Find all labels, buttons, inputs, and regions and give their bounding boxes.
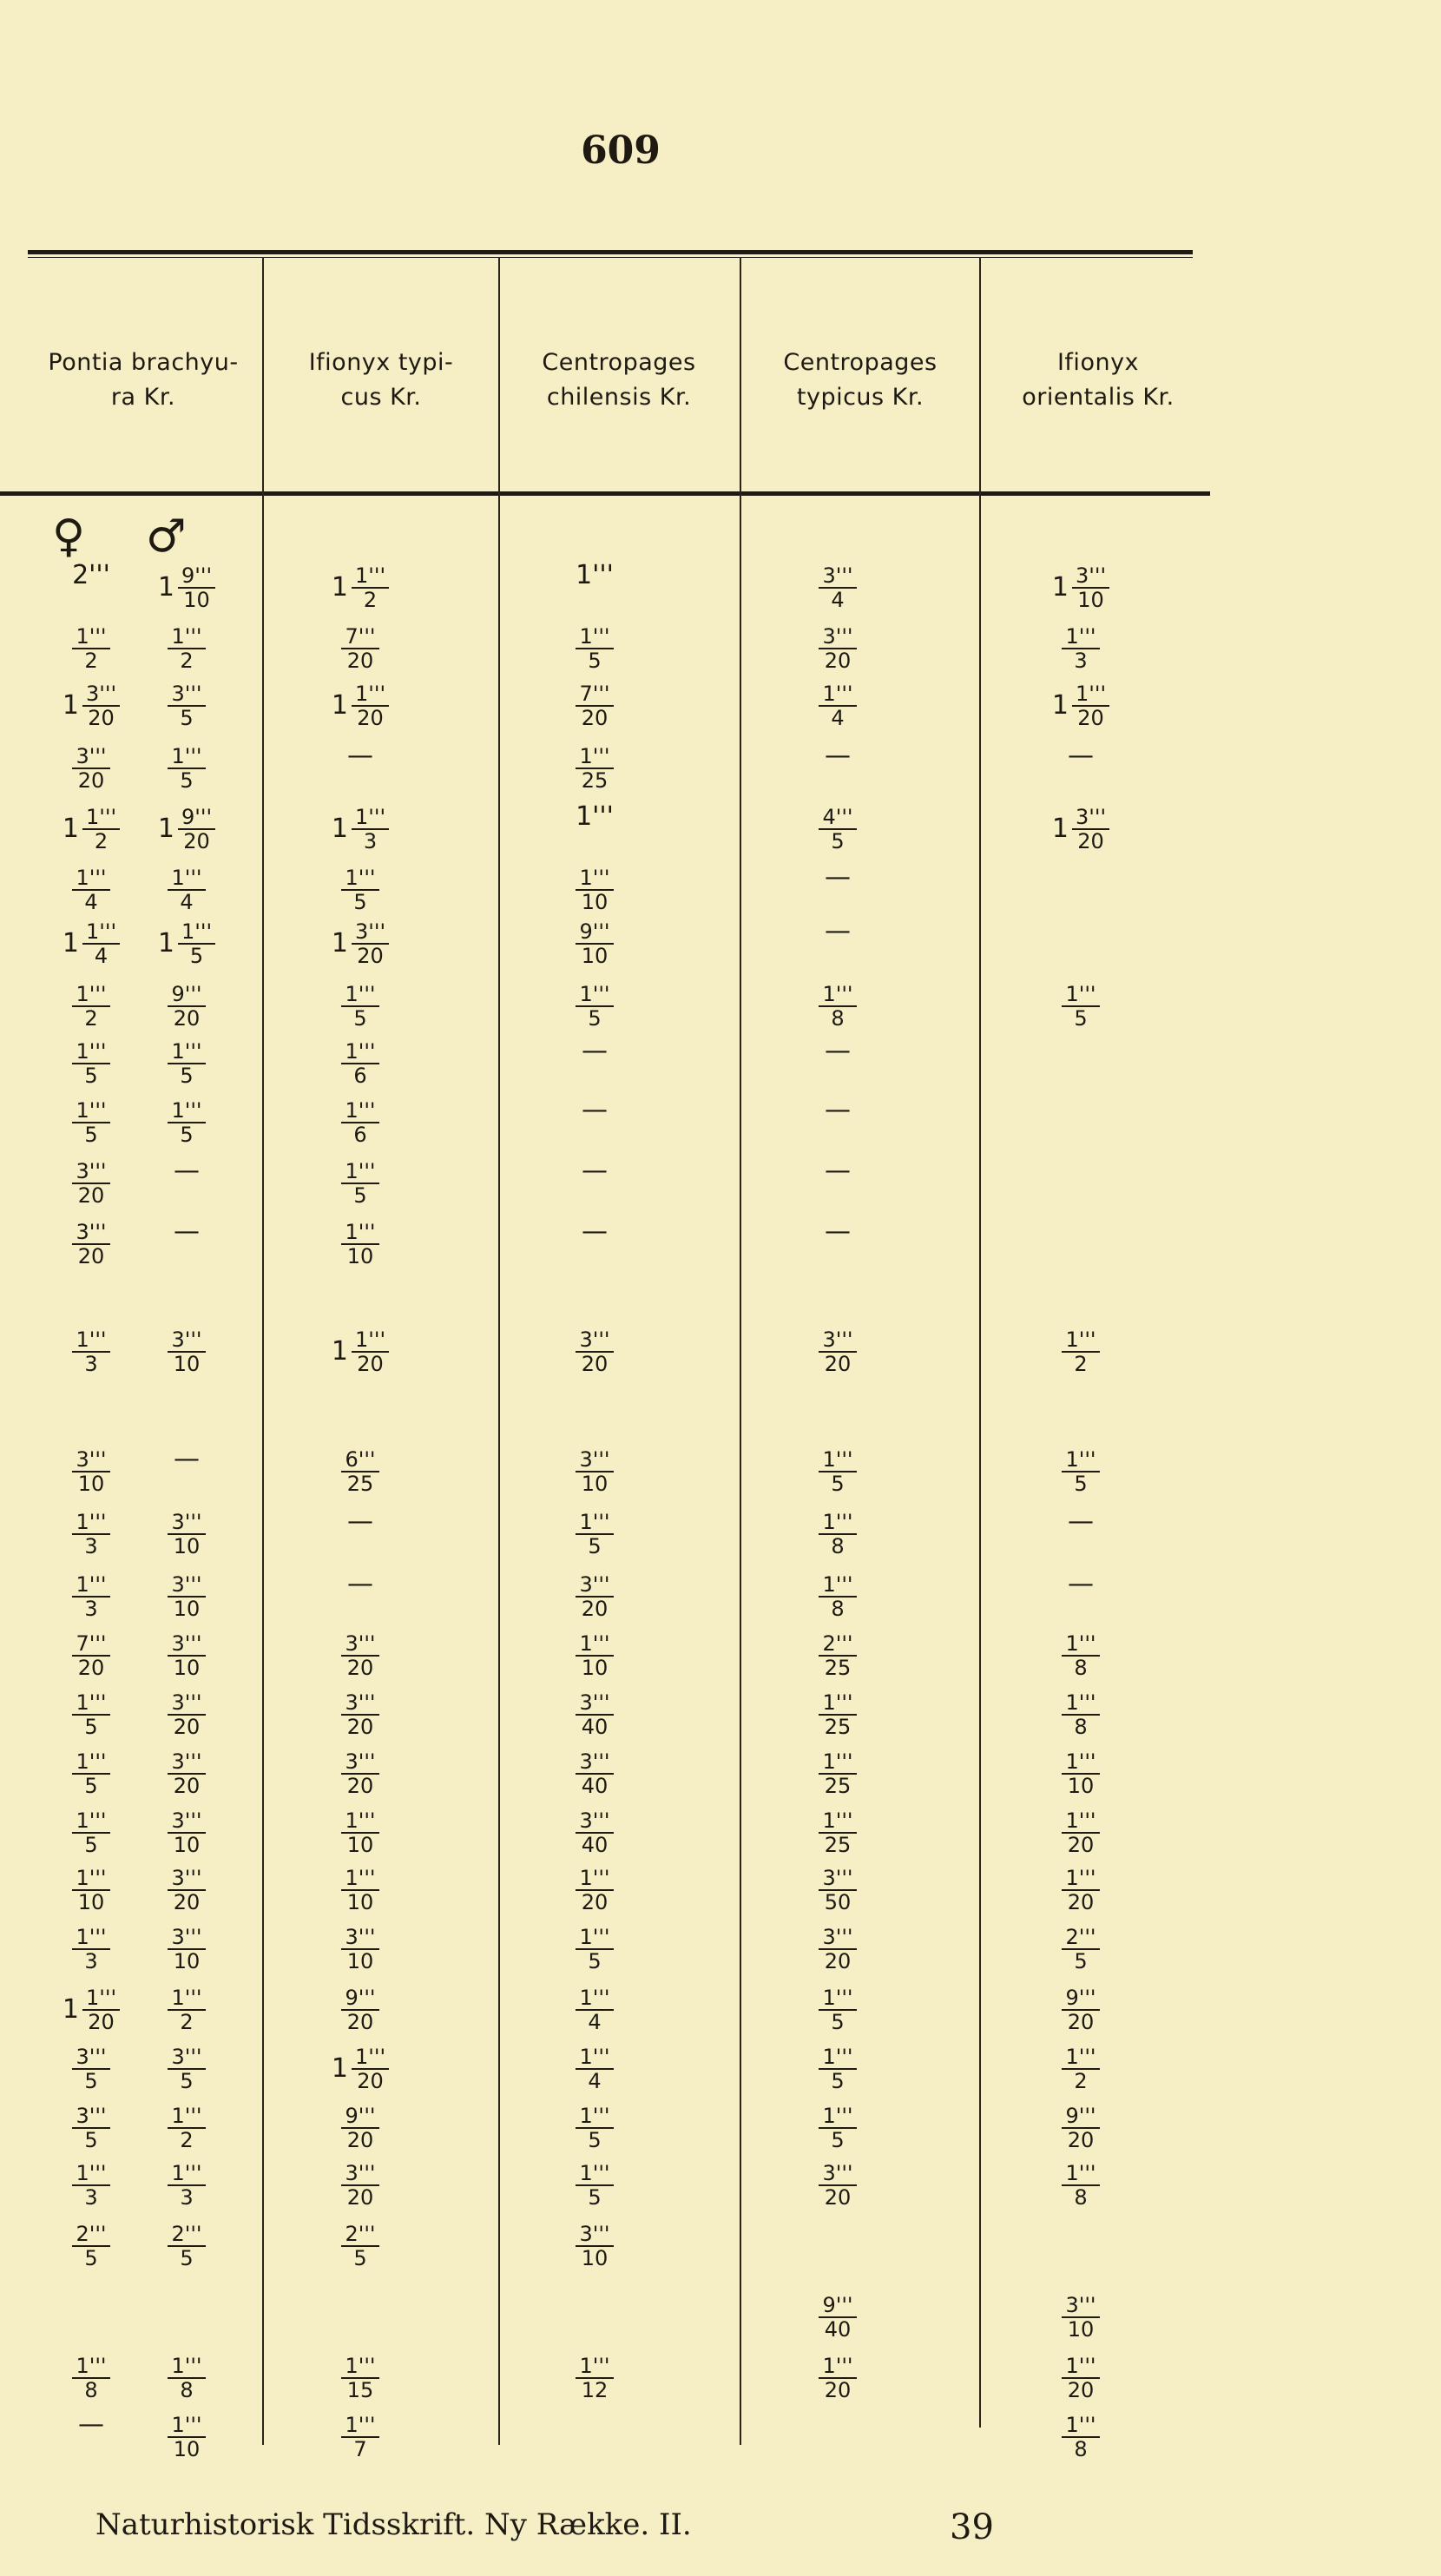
male-symbol: ♂ [146, 511, 187, 563]
cell-row27-centropages-chilensis: $\frac{3'''}{10}$ [530, 2223, 660, 2275]
footer-page-number: 39 [950, 2507, 994, 2547]
cell-row9-centropages-chilensis: — [582, 1036, 608, 1066]
header-pontia [26, 346, 260, 424]
cell-row7-female: 1 $\frac{1'''}{4}$ [26, 920, 156, 972]
cell-row5-male: 1 $\frac{9'''}{20}$ [122, 806, 252, 858]
cell-row19-male: $\frac{3'''}{20}$ [122, 1750, 252, 1802]
cell-row14-male: — [174, 1444, 200, 1474]
cell-row10-centropages-chilensis: — [582, 1095, 608, 1125]
cell-row18-ifionyx-typicus: $\frac{3'''}{20}$ [295, 1691, 425, 1743]
cell-row7-ifionyx-typicus: 1 $\frac{3'''}{20}$ [295, 920, 425, 972]
cell-row14-ifionyx-orientalis: $\frac{1'''}{5}$ [1016, 1448, 1146, 1500]
header-ifionyx-orientalis-text: Ifionyx orientalis Kr. [1022, 349, 1175, 411]
cell-row29-ifionyx-orientalis: $\frac{1'''}{20}$ [1016, 2355, 1146, 2407]
cell-row4-ifionyx-orientalis: — [1068, 741, 1094, 771]
cell-row3-ifionyx-orientalis: 1 $\frac{1'''}{20}$ [1016, 682, 1146, 735]
cell-row8-centropages-typicus: $\frac{1'''}{8}$ [773, 983, 903, 1035]
header-centropages-typicus [743, 346, 977, 424]
cell-row13-ifionyx-typicus: 1 $\frac{1'''}{20}$ [295, 1328, 425, 1380]
cell-row27-ifionyx-typicus: $\frac{2'''}{5}$ [295, 2223, 425, 2275]
cell-row22-female: $\frac{1'''}{3}$ [26, 1926, 156, 1978]
cell-row16-centropages-chilensis: $\frac{3'''}{20}$ [530, 1573, 660, 1625]
cell-row28-centropages-chilensis [530, 2294, 660, 2346]
cell-row9-male: $\frac{1'''}{5}$ [122, 1040, 252, 1092]
cell-row7-male: 1 $\frac{1'''}{5}$ [122, 920, 252, 972]
cell-row1-centropages-chilensis: 1''' [576, 560, 614, 590]
cell-row1-female: 2''' [72, 560, 110, 590]
cell-row6-female: $\frac{1'''}{4}$ [26, 866, 156, 919]
cell-row28-ifionyx-orientalis: $\frac{3'''}{10}$ [1016, 2294, 1146, 2346]
cell-row15-male: $\frac{3'''}{10}$ [122, 1511, 252, 1563]
cell-row20-ifionyx-orientalis: $\frac{1'''}{20}$ [1016, 1809, 1146, 1861]
cell-row24-centropages-chilensis: $\frac{1'''}{4}$ [530, 2046, 660, 2098]
cell-row28-ifionyx-typicus [295, 2294, 425, 2346]
cell-row8-ifionyx-orientalis: $\frac{1'''}{5}$ [1016, 983, 1146, 1035]
cell-row23-female: 1 $\frac{1'''}{20}$ [26, 1986, 156, 2039]
cell-row8-centropages-chilensis: $\frac{1'''}{5}$ [530, 983, 660, 1035]
cell-row14-ifionyx-typicus: $\frac{6'''}{25}$ [295, 1448, 425, 1500]
cell-row21-centropages-typicus: $\frac{3'''}{50}$ [773, 1867, 903, 1919]
cell-row19-centropages-chilensis: $\frac{3'''}{40}$ [530, 1750, 660, 1802]
header-centropages-typicus-text: Centropages typicus Kr. [783, 349, 938, 411]
cell-row7-centropages-typicus: — [825, 916, 851, 946]
cell-row11-female: $\frac{3'''}{20}$ [26, 1160, 156, 1212]
cell-row16-female: $\frac{1'''}{3}$ [26, 1573, 156, 1625]
cell-row1-ifionyx-orientalis: 1 $\frac{3'''}{10}$ [1016, 564, 1146, 616]
cell-row18-female: $\frac{1'''}{5}$ [26, 1691, 156, 1743]
page-number: 609 [581, 128, 661, 173]
cell-row5-ifionyx-typicus: 1 $\frac{1'''}{3}$ [295, 806, 425, 858]
cell-row25-ifionyx-orientalis: $\frac{9'''}{20}$ [1016, 2105, 1146, 2157]
cell-row29-male: $\frac{1'''}{8}$ [122, 2355, 252, 2407]
cell-row23-centropages-chilensis: $\frac{1'''}{4}$ [530, 1986, 660, 2039]
cell-row12-ifionyx-orientalis [1016, 1221, 1146, 1273]
header-centropages-chilensis-text: Centropages chilensis Kr. [542, 349, 696, 411]
cell-row22-male: $\frac{3'''}{10}$ [122, 1926, 252, 1978]
cell-row7-centropages-chilensis: $\frac{9'''}{10}$ [530, 920, 660, 972]
cell-row27-ifionyx-orientalis [1016, 2223, 1146, 2275]
cell-row12-centropages-typicus: — [825, 1216, 851, 1247]
cell-row6-male: $\frac{1'''}{4}$ [122, 866, 252, 919]
cell-row11-centropages-typicus: — [825, 1156, 851, 1186]
cell-row8-female: $\frac{1'''}{2}$ [26, 983, 156, 1035]
column-divider-2 [498, 257, 500, 2445]
cell-row11-centropages-chilensis: — [582, 1156, 608, 1186]
cell-row8-male: $\frac{9'''}{20}$ [122, 983, 252, 1035]
cell-row21-ifionyx-typicus: $\frac{1'''}{10}$ [295, 1867, 425, 1919]
cell-row30-ifionyx-orientalis: $\frac{1'''}{8}$ [1016, 2414, 1146, 2466]
cell-row26-ifionyx-typicus: $\frac{3'''}{20}$ [295, 2162, 425, 2214]
cell-row11-ifionyx-orientalis [1016, 1160, 1146, 1212]
cell-row1-centropages-typicus: $\frac{3'''}{4}$ [773, 564, 903, 616]
cell-row1-male: 1 $\frac{9'''}{10}$ [122, 564, 252, 616]
cell-row5-ifionyx-orientalis: 1 $\frac{3'''}{20}$ [1016, 806, 1146, 858]
cell-row12-centropages-chilensis: — [582, 1216, 608, 1247]
cell-row19-ifionyx-typicus: $\frac{3'''}{20}$ [295, 1750, 425, 1802]
cell-row15-centropages-typicus: $\frac{1'''}{8}$ [773, 1511, 903, 1563]
column-divider-4 [979, 257, 981, 2428]
column-divider-1 [262, 257, 264, 2445]
cell-row12-male: — [174, 1216, 200, 1247]
cell-row9-centropages-typicus: — [825, 1036, 851, 1066]
cell-row22-ifionyx-orientalis: $\frac{2'''}{5}$ [1016, 1926, 1146, 1978]
cell-row15-female: $\frac{1'''}{3}$ [26, 1511, 156, 1563]
cell-row25-centropages-chilensis: $\frac{1'''}{5}$ [530, 2105, 660, 2157]
cell-row21-female: $\frac{1'''}{10}$ [26, 1867, 156, 1919]
cell-row5-centropages-chilensis: 1''' [576, 801, 614, 832]
cell-row1-ifionyx-typicus: 1 $\frac{1'''}{2}$ [295, 564, 425, 616]
cell-row16-ifionyx-typicus: — [347, 1569, 373, 1599]
cell-row6-centropages-typicus: — [825, 862, 851, 893]
cell-row4-centropages-chilensis: $\frac{1'''}{25}$ [530, 745, 660, 797]
cell-row26-male: $\frac{1'''}{3}$ [122, 2162, 252, 2214]
cell-row20-male: $\frac{3'''}{10}$ [122, 1809, 252, 1861]
cell-row26-centropages-chilensis: $\frac{1'''}{5}$ [530, 2162, 660, 2214]
cell-row29-female: $\frac{1'''}{8}$ [26, 2355, 156, 2407]
cell-row10-centropages-typicus: — [825, 1095, 851, 1125]
cell-row29-centropages-typicus: $\frac{1'''}{20}$ [773, 2355, 903, 2407]
cell-row9-female: $\frac{1'''}{5}$ [26, 1040, 156, 1092]
cell-row20-ifionyx-typicus: $\frac{1'''}{10}$ [295, 1809, 425, 1861]
cell-row10-ifionyx-typicus: $\frac{1'''}{6}$ [295, 1099, 425, 1151]
cell-row5-female: 1 $\frac{1'''}{2}$ [26, 806, 156, 858]
footer-journal: Naturhistorisk Tidsskrift. Ny Række. II. [95, 2507, 692, 2542]
cell-row26-ifionyx-orientalis: $\frac{1'''}{8}$ [1016, 2162, 1146, 2214]
cell-row23-ifionyx-typicus: $\frac{9'''}{20}$ [295, 1986, 425, 2039]
cell-row2-female: $\frac{1'''}{2}$ [26, 625, 156, 677]
cell-row18-centropages-chilensis: $\frac{3'''}{40}$ [530, 1691, 660, 1743]
cell-row12-female: $\frac{3'''}{20}$ [26, 1221, 156, 1273]
cell-row2-ifionyx-orientalis: $\frac{1'''}{3}$ [1016, 625, 1146, 677]
cell-row4-ifionyx-typicus: — [347, 741, 373, 771]
cell-row24-female: $\frac{3'''}{5}$ [26, 2046, 156, 2098]
cell-row12-ifionyx-typicus: $\frac{1'''}{10}$ [295, 1221, 425, 1273]
cell-row19-female: $\frac{1'''}{5}$ [26, 1750, 156, 1802]
cell-row18-centropages-typicus: $\frac{1'''}{25}$ [773, 1691, 903, 1743]
cell-row30-male: $\frac{1'''}{10}$ [122, 2414, 252, 2466]
cell-row30-centropages-chilensis [530, 2414, 660, 2466]
cell-row3-ifionyx-typicus: 1 $\frac{1'''}{20}$ [295, 682, 425, 735]
cell-row15-centropages-chilensis: $\frac{1'''}{5}$ [530, 1511, 660, 1563]
header-rule [0, 491, 1210, 496]
cell-row25-centropages-typicus: $\frac{1'''}{5}$ [773, 2105, 903, 2157]
cell-row17-centropages-chilensis: $\frac{1'''}{10}$ [530, 1632, 660, 1684]
cell-row4-centropages-typicus: — [825, 741, 851, 771]
cell-row14-centropages-typicus: $\frac{1'''}{5}$ [773, 1448, 903, 1500]
cell-row11-male: — [174, 1156, 200, 1186]
cell-row30-female: — [78, 2409, 104, 2440]
cell-row25-male: $\frac{1'''}{2}$ [122, 2105, 252, 2157]
cell-row14-female: $\frac{3'''}{10}$ [26, 1448, 156, 1500]
cell-row20-centropages-chilensis: $\frac{3'''}{40}$ [530, 1809, 660, 1861]
cell-row26-centropages-typicus: $\frac{3'''}{20}$ [773, 2162, 903, 2214]
cell-row21-male: $\frac{3'''}{20}$ [122, 1867, 252, 1919]
cell-row9-ifionyx-orientalis [1016, 1040, 1146, 1092]
cell-row2-ifionyx-typicus: $\frac{7'''}{20}$ [295, 625, 425, 677]
cell-row2-centropages-chilensis: $\frac{1'''}{5}$ [530, 625, 660, 677]
cell-row6-ifionyx-orientalis [1016, 866, 1146, 919]
cell-row4-male: $\frac{1'''}{5}$ [122, 745, 252, 797]
header-pontia-text: Pontia brachyu- ra Kr. [48, 349, 239, 411]
cell-row17-male: $\frac{3'''}{10}$ [122, 1632, 252, 1684]
cell-row3-male: $\frac{3'''}{5}$ [122, 682, 252, 735]
female-symbol: ♀ [52, 511, 86, 563]
cell-row25-ifionyx-typicus: $\frac{9'''}{20}$ [295, 2105, 425, 2157]
cell-row3-centropages-chilensis: $\frac{7'''}{20}$ [530, 682, 660, 735]
cell-row28-male [122, 2294, 252, 2346]
cell-row11-ifionyx-typicus: $\frac{1'''}{5}$ [295, 1160, 425, 1212]
header-centropages-chilensis [502, 346, 736, 424]
cell-row4-female: $\frac{3'''}{20}$ [26, 745, 156, 797]
cell-row10-female: $\frac{1'''}{5}$ [26, 1099, 156, 1151]
cell-row6-ifionyx-typicus: $\frac{1'''}{5}$ [295, 866, 425, 919]
header-ifionyx-orientalis [981, 346, 1215, 424]
cell-row24-centropages-typicus: $\frac{1'''}{5}$ [773, 2046, 903, 2098]
header-ifionyx-typicus [264, 346, 498, 424]
top-rule [28, 250, 1193, 254]
cell-row30-centropages-typicus [773, 2414, 903, 2466]
cell-row6-centropages-chilensis: $\frac{1'''}{10}$ [530, 866, 660, 919]
cell-row15-ifionyx-typicus: — [347, 1506, 373, 1537]
cell-row25-female: $\frac{3'''}{5}$ [26, 2105, 156, 2157]
header-ifionyx-typicus-text: Ifionyx typi- cus Kr. [308, 349, 454, 411]
cell-row24-ifionyx-orientalis: $\frac{1'''}{2}$ [1016, 2046, 1146, 2098]
cell-row21-ifionyx-orientalis: $\frac{1'''}{20}$ [1016, 1867, 1146, 1919]
cell-row17-centropages-typicus: $\frac{2'''}{25}$ [773, 1632, 903, 1684]
cell-row7-ifionyx-orientalis [1016, 920, 1146, 972]
column-divider-3 [740, 257, 741, 2445]
cell-row15-ifionyx-orientalis: — [1068, 1506, 1094, 1537]
cell-row14-centropages-chilensis: $\frac{3'''}{10}$ [530, 1448, 660, 1500]
cell-row3-female: 1 $\frac{3'''}{20}$ [26, 682, 156, 735]
cell-row2-male: $\frac{1'''}{2}$ [122, 625, 252, 677]
cell-row10-male: $\frac{1'''}{5}$ [122, 1099, 252, 1151]
cell-row5-centropages-typicus: $\frac{4'''}{5}$ [773, 806, 903, 858]
cell-row17-ifionyx-typicus: $\frac{3'''}{20}$ [295, 1632, 425, 1684]
cell-row13-female: $\frac{1'''}{3}$ [26, 1328, 156, 1380]
cell-row23-centropages-typicus: $\frac{1'''}{5}$ [773, 1986, 903, 2039]
cell-row18-ifionyx-orientalis: $\frac{1'''}{8}$ [1016, 1691, 1146, 1743]
cell-row26-female: $\frac{1'''}{3}$ [26, 2162, 156, 2214]
cell-row16-centropages-typicus: $\frac{1'''}{8}$ [773, 1573, 903, 1625]
cell-row27-female: $\frac{2'''}{5}$ [26, 2223, 156, 2275]
cell-row17-female: $\frac{7'''}{20}$ [26, 1632, 156, 1684]
cell-row18-male: $\frac{3'''}{20}$ [122, 1691, 252, 1743]
cell-row29-ifionyx-typicus: $\frac{1'''}{15}$ [295, 2355, 425, 2407]
cell-row24-ifionyx-typicus: 1 $\frac{1'''}{20}$ [295, 2046, 425, 2098]
cell-row23-male: $\frac{1'''}{2}$ [122, 1986, 252, 2039]
cell-row9-ifionyx-typicus: $\frac{1'''}{6}$ [295, 1040, 425, 1092]
cell-row13-centropages-typicus: $\frac{3'''}{20}$ [773, 1328, 903, 1380]
cell-row27-male: $\frac{2'''}{5}$ [122, 2223, 252, 2275]
cell-row16-male: $\frac{3'''}{10}$ [122, 1573, 252, 1625]
cell-row22-ifionyx-typicus: $\frac{3'''}{10}$ [295, 1926, 425, 1978]
cell-row16-ifionyx-orientalis: — [1068, 1569, 1094, 1599]
cell-row2-centropages-typicus: $\frac{3'''}{20}$ [773, 625, 903, 677]
cell-row10-ifionyx-orientalis [1016, 1099, 1146, 1151]
cell-row13-centropages-chilensis: $\frac{3'''}{20}$ [530, 1328, 660, 1380]
top-rule-thin [28, 257, 1193, 258]
cell-row8-ifionyx-typicus: $\frac{1'''}{5}$ [295, 983, 425, 1035]
cell-row21-centropages-chilensis: $\frac{1'''}{20}$ [530, 1867, 660, 1919]
cell-row28-centropages-typicus: $\frac{9'''}{40}$ [773, 2294, 903, 2346]
cell-row19-ifionyx-orientalis: $\frac{1'''}{10}$ [1016, 1750, 1146, 1802]
cell-row22-centropages-typicus: $\frac{3'''}{20}$ [773, 1926, 903, 1978]
cell-row20-centropages-typicus: $\frac{1'''}{25}$ [773, 1809, 903, 1861]
cell-row22-centropages-chilensis: $\frac{1'''}{5}$ [530, 1926, 660, 1978]
cell-row30-ifionyx-typicus: $\frac{1'''}{7}$ [295, 2414, 425, 2466]
cell-row13-male: $\frac{3'''}{10}$ [122, 1328, 252, 1380]
cell-row24-male: $\frac{3'''}{5}$ [122, 2046, 252, 2098]
cell-row23-ifionyx-orientalis: $\frac{9'''}{20}$ [1016, 1986, 1146, 2039]
cell-row27-centropages-typicus [773, 2223, 903, 2275]
cell-row3-centropages-typicus: $\frac{1'''}{4}$ [773, 682, 903, 735]
cell-row19-centropages-typicus: $\frac{1'''}{25}$ [773, 1750, 903, 1802]
cell-row20-female: $\frac{1'''}{5}$ [26, 1809, 156, 1861]
cell-row29-centropages-chilensis: $\frac{1'''}{12}$ [530, 2355, 660, 2407]
cell-row17-ifionyx-orientalis: $\frac{1'''}{8}$ [1016, 1632, 1146, 1684]
cell-row13-ifionyx-orientalis: $\frac{1'''}{2}$ [1016, 1328, 1146, 1380]
